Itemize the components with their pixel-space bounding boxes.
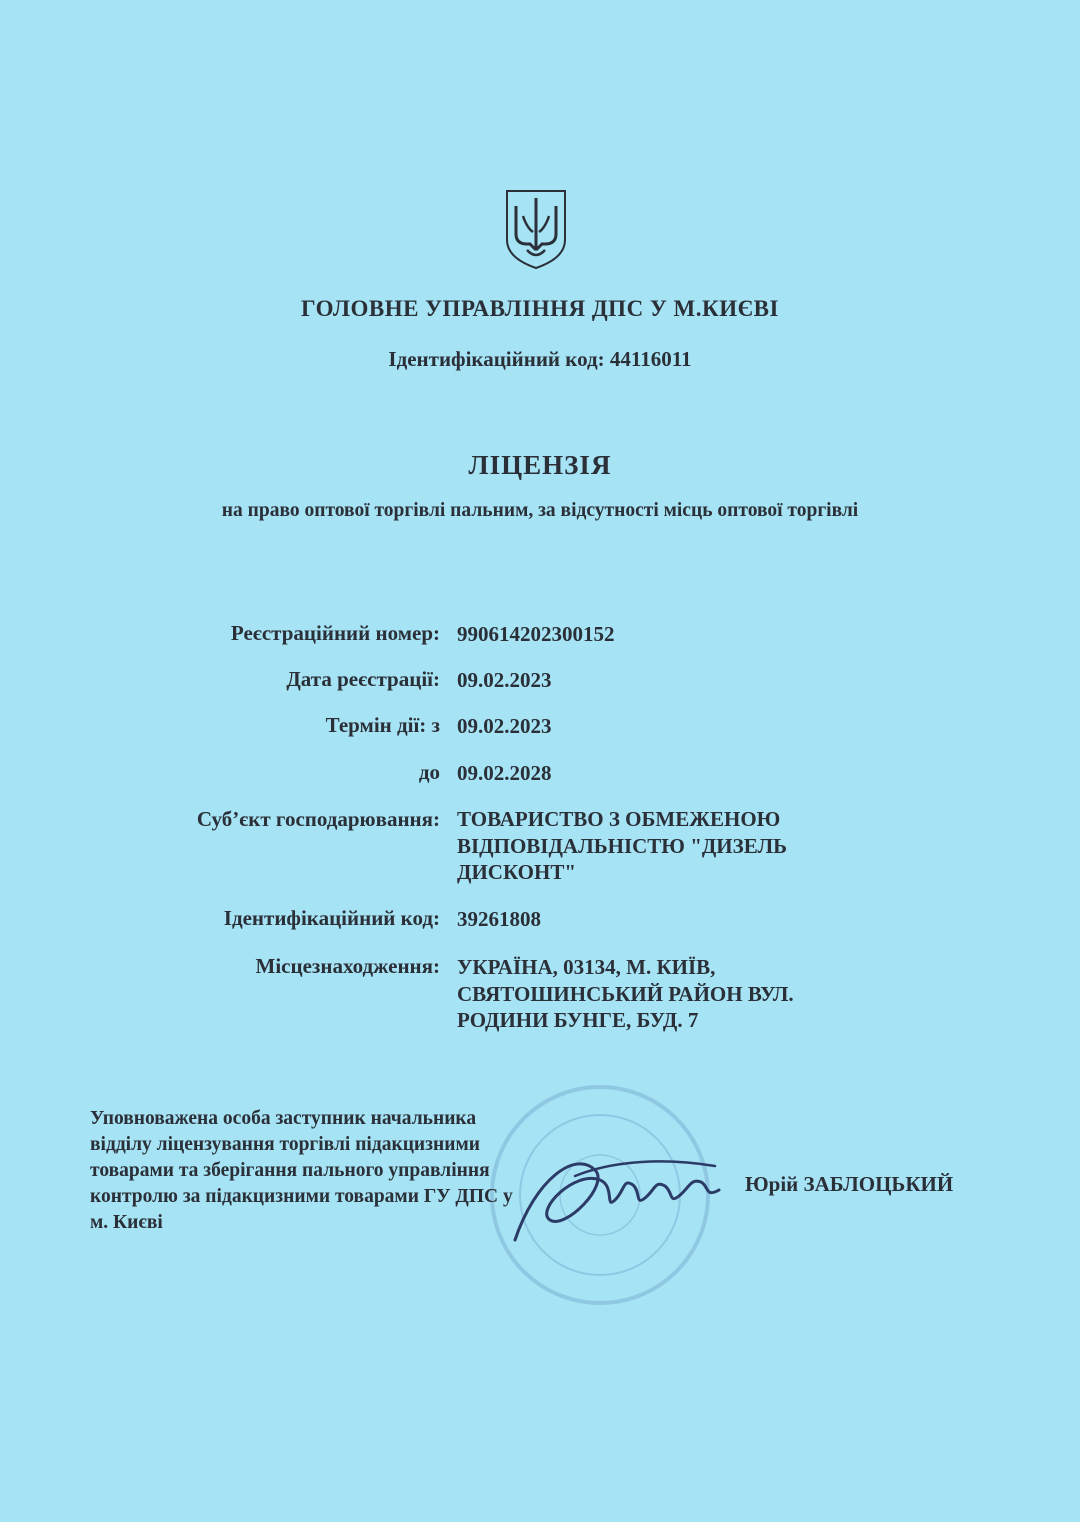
reg-date-label: Дата реєстрації: [286,667,440,691]
location-label: Місцезнаходження: [255,954,440,978]
handwritten-signature [505,1140,735,1250]
trident-emblem-icon [503,188,569,270]
term-to-value: 09.02.2028 [457,761,552,785]
reg-number-value: 990614202300152 [457,622,615,646]
signatory-name: Юрій ЗАБЛОЦЬКИЙ [745,1172,954,1196]
location-value: УКРАЇНА, 03134, М. КИЇВ, СВЯТОШИНСЬКИЙ РАЙОН ВУЛ. РОДИНИ БУНГЕ, БУД. 7 [457,955,794,1032]
reg-date-value: 09.02.2023 [457,668,552,692]
entity-label: Суб’єкт господарювання: [196,807,440,831]
issuing-authority: ГОЛОВНЕ УПРАВЛІННЯ ДПС У М.КИЄВІ [301,296,779,321]
entity-code-value: 39261808 [457,907,541,931]
term-to-label: до [418,760,440,784]
entity-value: ТОВАРИСТВО З ОБМЕЖЕНОЮ ВІДПОВІДАЛЬНІСТЮ "ДИЗЕЛЬ ДИСКОНТ" [457,807,787,884]
signatory-position: Уповноважена особа заступник начальника відділу ліцензування торгівлі підакцизними товарами та зберігання пального управління контролю за підакцизними товарами ГУ ДПС у м. Києві [90,1108,513,1233]
term-from-value: 09.02.2023 [457,714,552,738]
term-from-label: Термін дії: з [325,713,440,737]
reg-number-label: Реєстраційний номер: [230,621,440,645]
document-subtitle: на право оптової торгівлі пальним, за відсутності місць оптової торгівлі [221,500,859,521]
document-title: ЛІЦЕНЗІЯ [468,450,612,480]
authority-id-code: Ідентифікаційний код: 44116011 [388,347,692,371]
entity-code-label: Ідентифікаційний код: [223,906,440,930]
